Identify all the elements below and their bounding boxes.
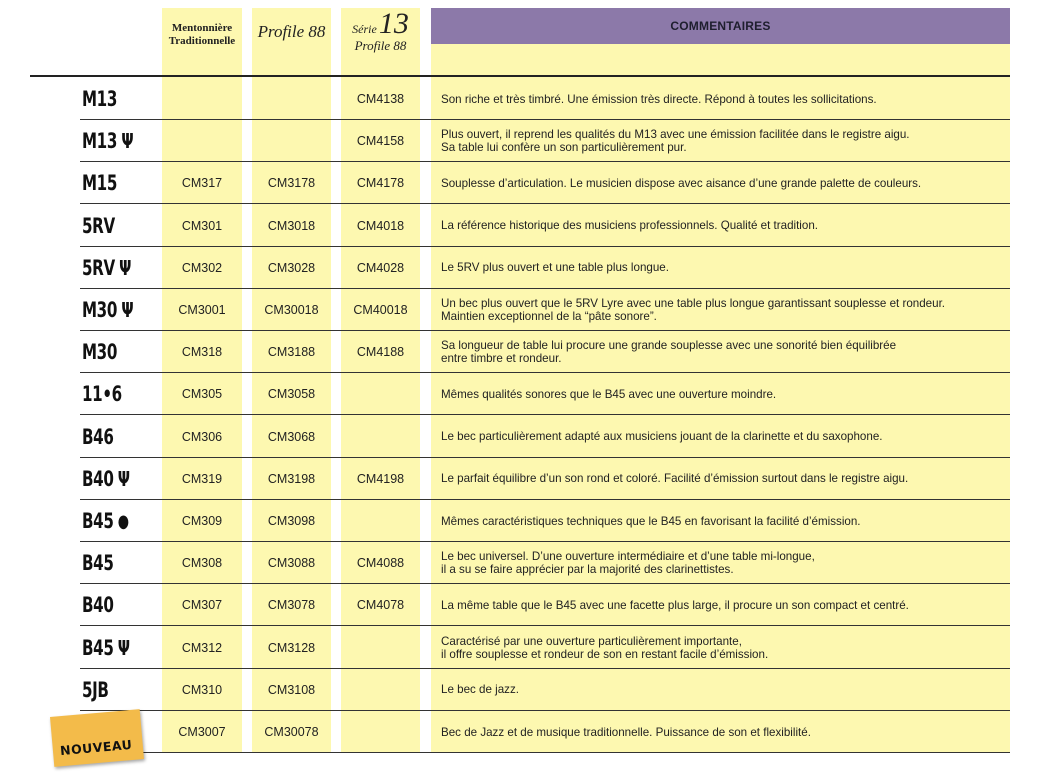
cell-profile88: CM3188 <box>267 345 316 360</box>
model-name <box>82 542 113 584</box>
cell-comment: Un bec plus ouvert que le 5RV Lyre avec une table plus longue garantissant souplesse et rondeur. Maintien exceptionnel de la “pâte sonore”. <box>441 297 946 323</box>
cell-serie13: CM4018 <box>356 218 405 233</box>
header-comments: COMMENTAIRES <box>431 8 1010 44</box>
model-name <box>82 627 130 669</box>
model-name <box>82 120 133 162</box>
lyre-icon: Ψ <box>117 635 130 660</box>
cell-profile88: CM3058 <box>267 387 316 402</box>
cell-profile88: CM30018 <box>264 303 319 317</box>
lyre-icon: Ψ <box>121 298 134 322</box>
cell-serie13: CM4198 <box>356 471 405 486</box>
lyre-icon: Ψ <box>121 129 134 154</box>
model-name-text: B40 <box>82 593 114 618</box>
dot-icon: ● <box>117 510 129 532</box>
table-row <box>30 247 1010 289</box>
cell-mentonniere: CM302 <box>181 260 223 275</box>
cell-mentonniere: CM317 <box>181 176 223 191</box>
model-name-text: M15 <box>82 171 118 196</box>
model-name <box>82 584 113 626</box>
cell-profile88: CM3108 <box>267 682 316 697</box>
model-name-text: B40 <box>82 466 114 491</box>
cell-serie13 <box>341 627 420 669</box>
model-name-text: B46 <box>82 424 114 449</box>
model-name-text: M30 <box>82 298 118 322</box>
table-row <box>30 289 1010 331</box>
table-row <box>30 78 1010 120</box>
header-serie13 <box>341 8 420 72</box>
model-name-text: M13 <box>82 129 118 154</box>
model-name-text: 5RV <box>82 213 115 238</box>
model-name-text: M13 <box>82 87 118 111</box>
row-divider <box>80 752 1010 753</box>
table-row <box>30 627 1010 669</box>
cell-mentonniere <box>162 120 242 162</box>
cell-serie13: CM4028 <box>356 260 405 275</box>
cell-serie13 <box>341 500 420 542</box>
cell-mentonniere: CM308 <box>181 556 223 571</box>
cell-comment: Le bec particulièrement adapté aux musiciens jouant de la clarinette et du saxophone. <box>441 430 883 444</box>
cell-serie13: CM4078 <box>356 598 405 613</box>
cell-comment: La référence historique des musiciens professionnels. Qualité et tradition. <box>441 219 819 233</box>
model-name-text: 5RV <box>82 255 115 280</box>
header-serie-number: 13 <box>378 7 409 40</box>
cell-profile88: CM3028 <box>267 260 316 275</box>
cell-profile88: CM3098 <box>267 514 316 528</box>
table-row <box>30 162 1010 204</box>
model-name <box>82 669 109 711</box>
new-badge-label: NOUVEAU <box>59 736 133 759</box>
table-row <box>30 416 1010 458</box>
cell-comment: Le 5RV plus ouvert et une table plus longue. <box>441 261 669 275</box>
cell-mentonniere: CM307 <box>181 598 223 613</box>
cell-comment: Mêmes qualités sonores que le B45 avec une ouverture moindre. <box>441 387 777 401</box>
model-name-text: B45 <box>82 635 114 660</box>
cell-profile88: CM3178 <box>267 176 316 191</box>
lyre-icon: Ψ <box>117 466 130 491</box>
cell-serie13: CM4158 <box>356 134 405 149</box>
cell-comment: Souplesse d’articulation. Le musicien dispose avec aisance d’une grande palette de couleurs. <box>441 176 922 190</box>
cell-mentonniere: CM318 <box>181 345 223 360</box>
cell-comment: La même table que le B45 avec une facette plus large, il procure un son compact et centré. <box>441 598 909 612</box>
table-row <box>30 120 1010 162</box>
cell-mentonniere: CM306 <box>181 429 223 444</box>
cell-comment: Bec de Jazz et de musique traditionnelle. Puissance de son et flexibilité. <box>441 725 811 739</box>
cell-mentonniere: CM301 <box>181 218 223 233</box>
model-name <box>82 416 113 458</box>
model-name <box>82 247 131 289</box>
cell-profile88: CM3068 <box>267 429 316 444</box>
cell-mentonniere <box>162 78 242 120</box>
header-serie-profile: Profile 88 <box>354 38 407 53</box>
cell-serie13 <box>341 416 420 458</box>
model-name <box>82 78 117 120</box>
cell-profile88: CM30078 <box>264 725 319 739</box>
cell-mentonniere: CM3007 <box>178 725 226 739</box>
table-row <box>30 584 1010 626</box>
model-name-text: B45 <box>82 509 114 533</box>
model-name-text: M30 <box>82 340 118 365</box>
table-row <box>30 711 1010 753</box>
table-row <box>30 500 1010 542</box>
cell-profile88: CM3018 <box>267 218 316 233</box>
table-row <box>30 458 1010 500</box>
cell-comment: Son riche et très timbré. Une émission très directe. Répond à toutes les sollicitations. <box>441 92 877 106</box>
cell-comment: Le bec de jazz. <box>441 683 519 697</box>
model-name-text: 5JB <box>82 677 109 702</box>
cell-profile88: CM3128 <box>267 640 316 655</box>
model-name <box>82 373 122 415</box>
header-mentonniere-line2: Traditionnelle <box>168 35 236 47</box>
cell-serie13: CM4138 <box>356 92 405 106</box>
cell-comment: Le bec universel. D’une ouverture intermédiaire et d’une table mi-longue, il a su se faire apprécier par la majorité des clarinettistes. <box>441 550 815 577</box>
cell-mentonniere: CM3001 <box>178 303 226 317</box>
header-profile88: Profile 88 <box>257 22 326 41</box>
cell-serie13 <box>341 669 420 711</box>
model-name-text: B45 <box>82 551 114 576</box>
table-row <box>30 373 1010 415</box>
model-name-text: 11•6 <box>82 382 122 407</box>
header-serie-label: Série <box>352 22 377 36</box>
cell-serie13: CM4088 <box>356 556 405 571</box>
lyre-icon: Ψ <box>119 255 131 280</box>
cell-serie13 <box>341 711 420 753</box>
model-name <box>82 500 129 542</box>
header-mentonniere <box>162 8 242 72</box>
cell-comment: Plus ouvert, il reprend les qualités du M13 avec une émission facilitée dans le registre aigu. Sa table lui confère un son particulièrement pur. <box>441 128 910 155</box>
cell-serie13: CM4178 <box>356 176 405 191</box>
cell-serie13 <box>341 373 420 415</box>
cell-profile88: CM3198 <box>267 471 316 486</box>
cell-comment: Sa longueur de table lui procure une grande souplesse avec une sonorité bien équilibrée entre timbre et rondeur. <box>441 339 897 366</box>
model-name <box>82 331 117 373</box>
table-row <box>30 205 1010 247</box>
model-name <box>82 162 117 204</box>
cell-mentonniere: CM305 <box>181 387 223 402</box>
cell-comment: Caractérisé par une ouverture particulièrement importante, il offre souplesse et rondeur de son en restant facile d’émission. <box>441 634 769 661</box>
cell-comment: Mêmes caractéristiques techniques que le B45 en favorisant la facilité d’émission. <box>441 514 861 528</box>
cell-comment: Le parfait équilibre d’un son rond et coloré. Facilité d’émission surtout dans le registre aigu. <box>441 472 909 486</box>
cell-serie13: CM4188 <box>356 345 405 360</box>
cell-mentonniere: CM309 <box>181 514 223 528</box>
table-row <box>30 669 1010 711</box>
cell-profile88: CM3078 <box>267 598 316 613</box>
cell-profile88 <box>252 120 331 162</box>
table-row <box>30 542 1010 584</box>
cell-profile88 <box>252 78 331 120</box>
cell-mentonniere: CM319 <box>181 471 223 486</box>
model-name <box>82 205 115 247</box>
cell-mentonniere: CM310 <box>181 682 223 697</box>
header-divider <box>30 75 1010 77</box>
table-row <box>30 331 1010 373</box>
model-name <box>82 289 133 331</box>
cell-mentonniere: CM312 <box>181 640 223 655</box>
cell-serie13: CM40018 <box>353 303 408 317</box>
header-mentonniere-line1: Mentonnière <box>171 22 233 34</box>
cell-profile88: CM3088 <box>267 556 316 571</box>
model-name <box>82 458 130 500</box>
